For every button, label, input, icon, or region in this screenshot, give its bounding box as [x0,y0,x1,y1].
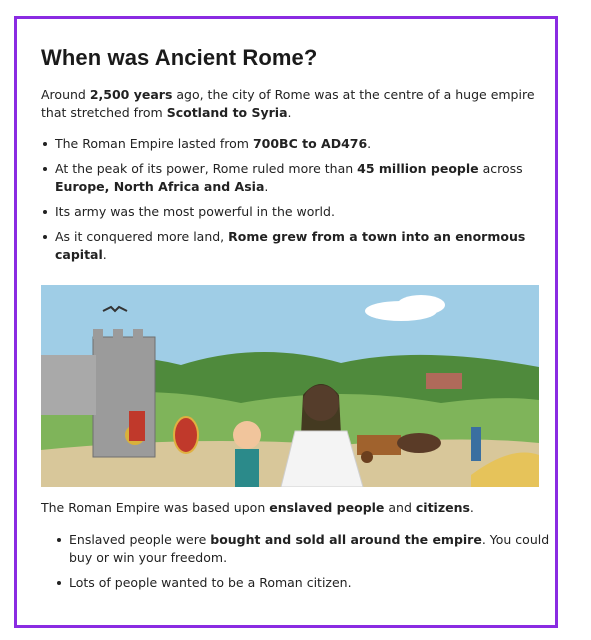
bullet-text: . [367,136,372,151]
shield-icon [174,417,198,453]
stone-wall [41,355,96,415]
list-item [55,160,541,196]
boy-tunic [235,449,259,487]
villager [471,427,481,461]
list-item [69,574,559,592]
cart-wheel [361,451,373,463]
stone-tower [93,337,155,457]
intro-bold-years: 2,500 years [89,87,173,102]
bullet-bold: bought and sold all around the empire [210,532,482,547]
ancient-rome-illustration [41,285,539,487]
bullet-bold: Europe, North Africa and Asia [55,179,265,194]
caption-text: . [469,500,474,515]
facts-list [41,135,541,264]
bullet-text: Lots of people wanted to be a Roman citizen. [69,575,352,590]
intro-text-1: Around [41,87,90,102]
caption-text: and [384,500,416,515]
bullet-bold: 45 million people [357,161,479,176]
intro-text-3: . [287,105,292,120]
cart [357,435,401,455]
bullet-bold: Rome grew from a town into an enormous capital [55,229,526,262]
list-item [55,228,541,264]
bullet-text: . [264,179,269,194]
bullet-bold: 700BC to AD476 [252,136,368,151]
caption-bold: enslaved people [269,500,385,515]
bullet-text: At the peak of its power, Rome ruled more than [55,161,358,176]
bullet-text: . [102,247,107,262]
bullet-text: The Roman Empire lasted from [55,136,253,151]
lesson-card [14,16,558,628]
list-item [55,203,541,221]
bullet-text: Enslaved people were [69,532,211,547]
intro-bold-places: Scotland to Syria [166,105,288,120]
battlement [93,329,103,339]
ox [397,433,441,453]
soldier [129,411,145,441]
card-content [41,45,541,271]
woman-hair [301,384,341,435]
bullet-text: across [478,161,523,176]
bullet-text: . You could buy or win your freedom. [69,532,550,565]
intro-paragraph [41,86,541,122]
battlement [113,329,123,339]
battlement [133,329,143,339]
page-title: When was Ancient Rome? [41,45,318,70]
bullet-text: As it conquered more land, [55,229,229,244]
citizens-list [55,531,559,599]
caption-text: The Roman Empire was based upon [41,500,270,515]
caption-bold: citizens [415,500,470,515]
intro-text-2: ago, the city of Rome was at the centre of a huge empire that stretched from [41,87,535,120]
list-item [55,135,541,153]
distant-fort [426,373,462,389]
boy-face [233,421,261,449]
caption-paragraph [41,499,541,517]
list-item [69,531,559,567]
cloud [397,295,445,315]
bullet-text: Its army was the most powerful in the world. [55,204,335,219]
